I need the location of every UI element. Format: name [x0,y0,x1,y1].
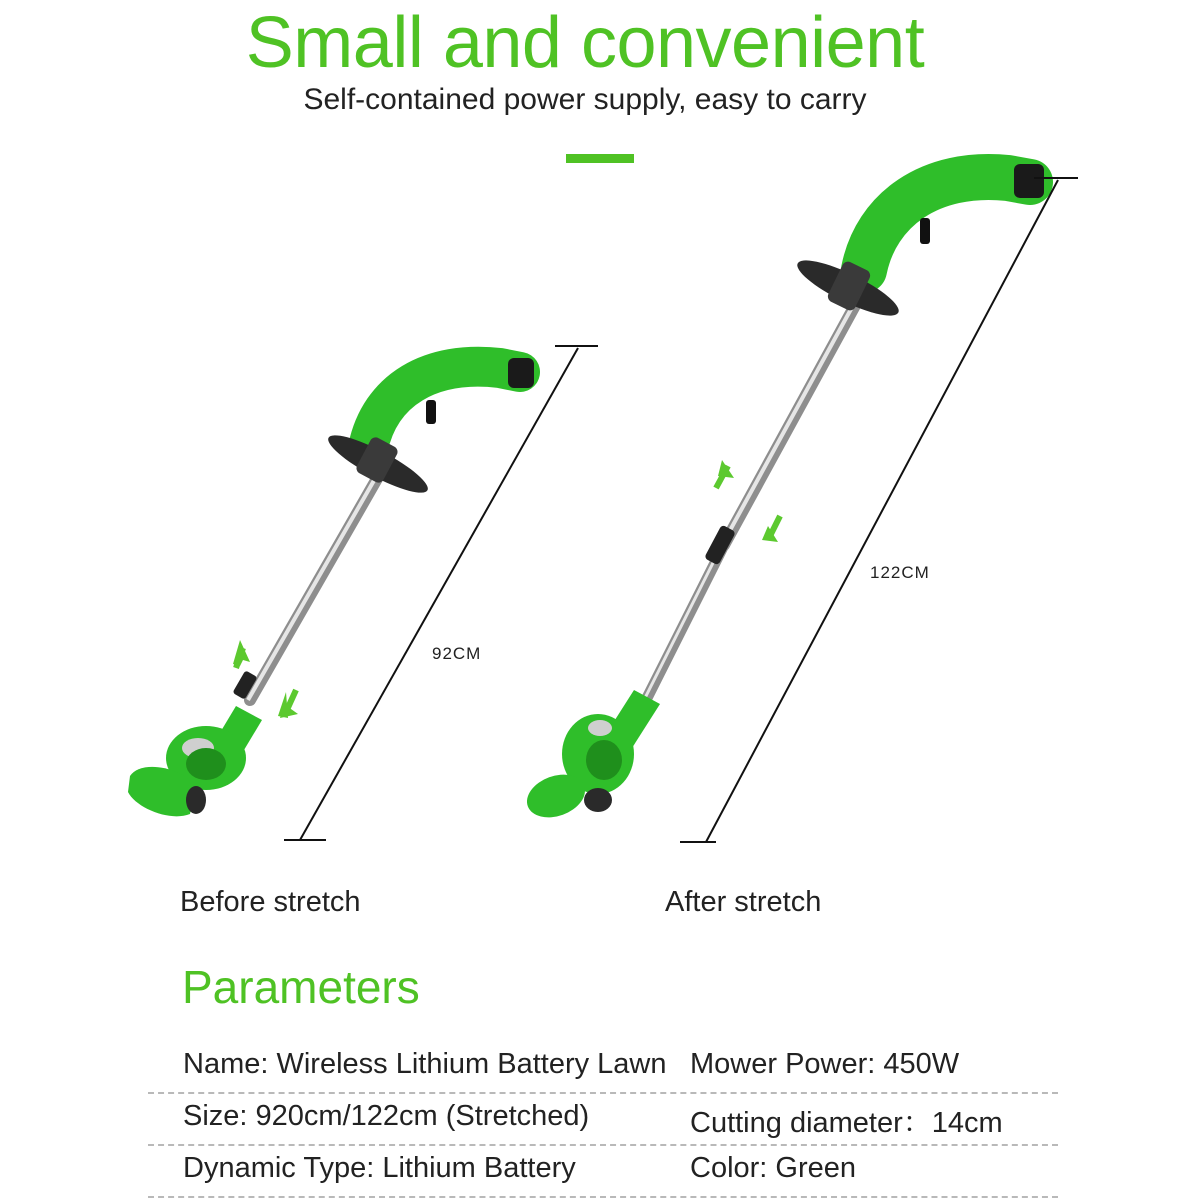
parameters-heading: Parameters [182,961,420,1013]
parameter-row [148,1144,1058,1198]
parameter-right: Color: Green [690,1152,857,1184]
page-subtitle: Self-contained power supply, easy to carry [303,83,867,116]
parameter-right: Mower Power: 450W [690,1048,960,1080]
page-title: Small and convenient [245,3,925,83]
parameter-left: Size: 920cm/122cm (Stretched) [183,1100,590,1132]
trimmer-before-image [128,358,534,816]
length-label-before: 92CM [432,644,482,663]
trimmer-after-image [521,164,1044,825]
length-label-after: 122CM [870,563,930,582]
dimension-line-before [284,346,598,840]
caption-before-stretch: Before stretch [180,886,361,918]
parameter-row [148,1040,1058,1094]
parameter-row [148,1092,1058,1146]
parameter-right: Cutting diameter：14cm [690,1107,1003,1139]
caption-after-stretch: After stretch [665,886,822,918]
parameter-left: Name: Wireless Lithium Battery Lawn [183,1048,667,1080]
parameter-left: Dynamic Type: Lithium Battery [183,1152,576,1184]
